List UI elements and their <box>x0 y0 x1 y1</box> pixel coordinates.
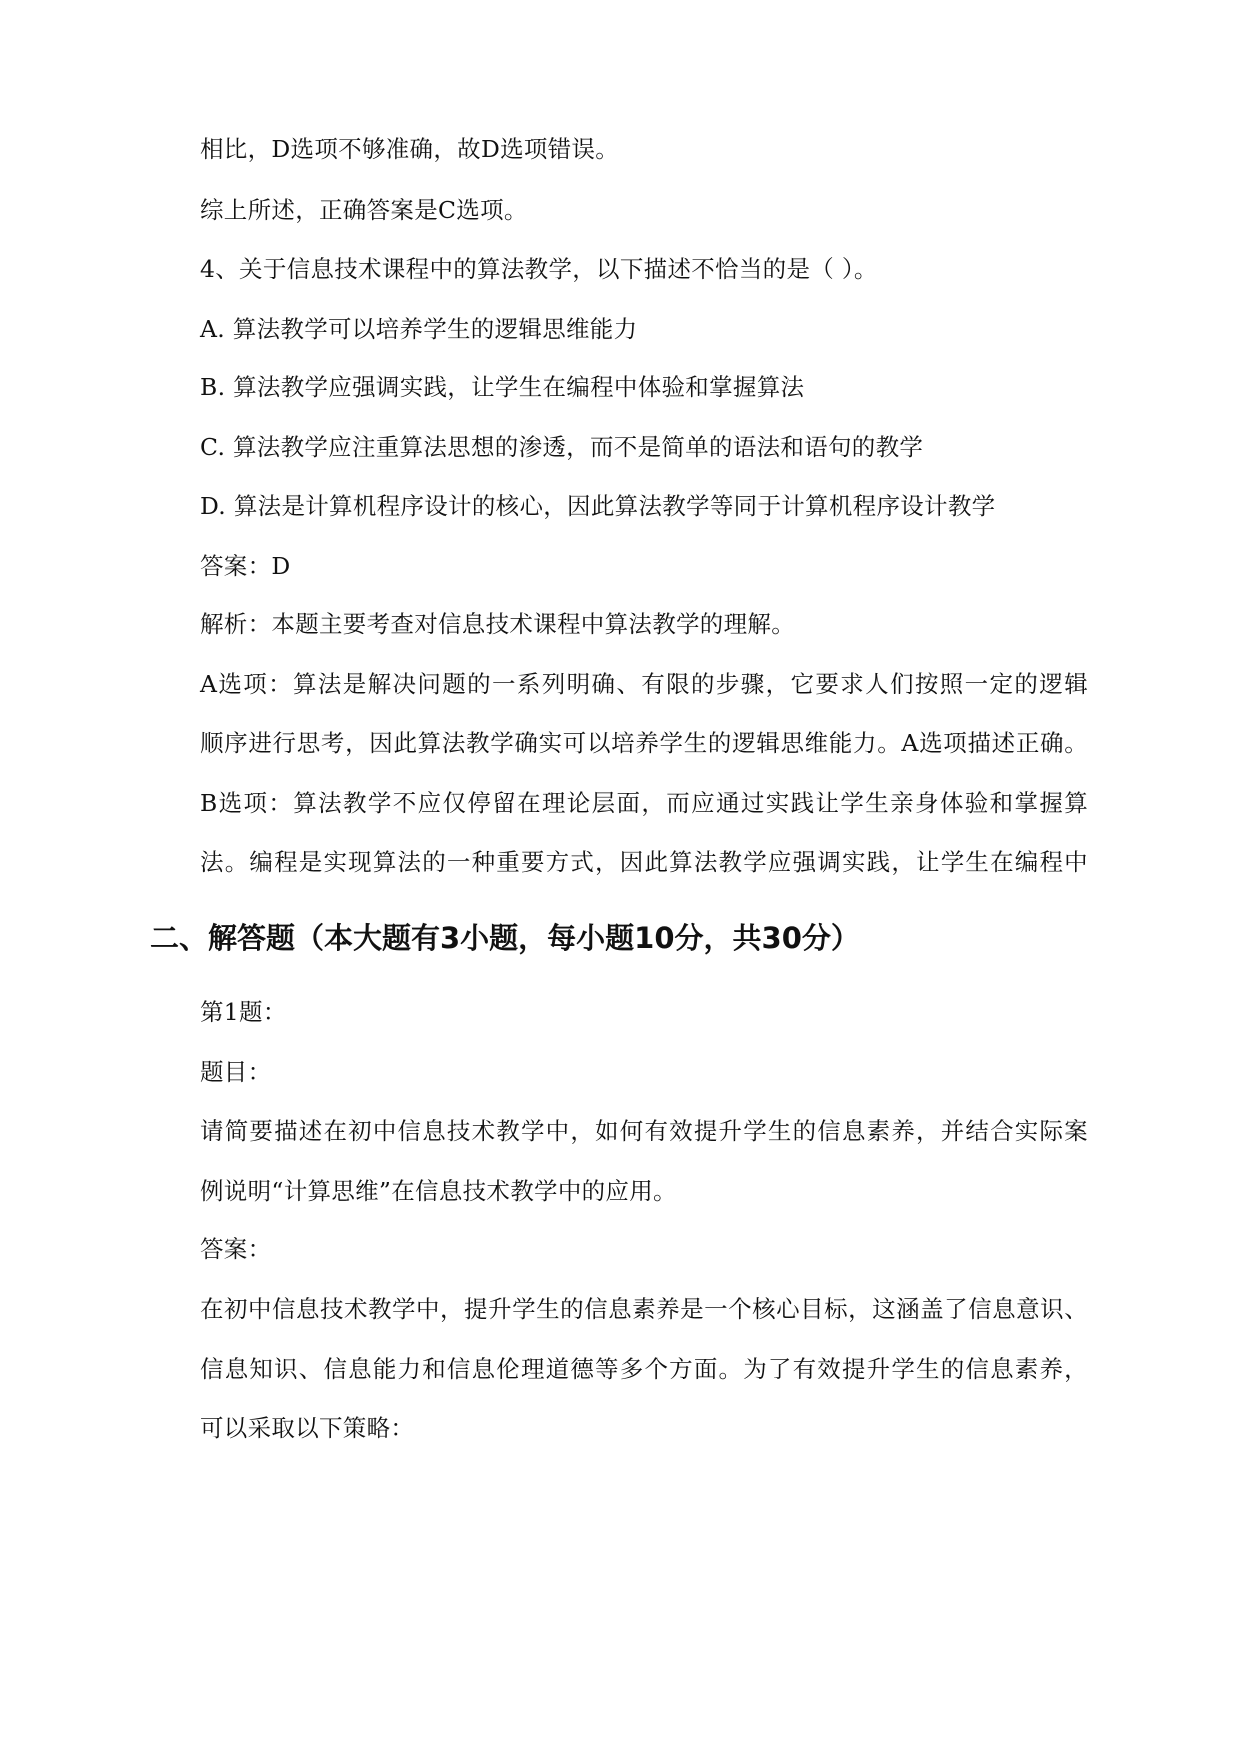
answer-label: 答案： <box>200 1235 272 1263</box>
question-4-stem: 4、关于信息技术课程中的算法教学，以下描述不恰当的是（ ）。 <box>200 255 878 283</box>
question-4-answer: 答案：D <box>200 552 291 580</box>
question-4-option-a: A. 算法教学可以培养学生的逻辑思维能力 <box>200 315 638 343</box>
analysis-line: B选项：算法教学不应仅停留在理论层面，而应通过实践让学生亲身体验和掌握算 <box>200 789 1088 817</box>
analysis-d-conclusion: 相比，D选项不够准确，故D选项错误。 <box>200 135 620 163</box>
answer-line: 可以采取以下策略： <box>200 1414 415 1442</box>
topic-label: 题目： <box>200 1058 272 1086</box>
topic-line: 请简要描述在初中信息技术教学中，如何有效提升学生的信息素养，并结合实际案 <box>200 1117 1088 1145</box>
question-4-analysis-intro: 解析：本题主要考查对信息技术课程中算法教学的理解。 <box>200 610 795 638</box>
topic-line: 例说明“计算思维”在信息技术教学中的应用。 <box>200 1177 677 1205</box>
section-2-heading: 二、解答题（本大题有3小题，每小题10分，共30分） <box>150 921 860 955</box>
answer-line: 信息知识、信息能力和信息伦理道德等多个方面。为了有效提升学生的信息素养， <box>200 1355 1088 1383</box>
question-4-option-d: D. 算法是计算机程序设计的核心，因此算法教学等同于计算机程序设计教学 <box>200 492 996 520</box>
question-1-label: 第1题： <box>200 998 287 1026</box>
analysis-line: A选项：算法是解决问题的一系列明确、有限的步骤，它要求人们按照一定的逻辑 <box>200 670 1088 698</box>
question-4-option-b: B. 算法教学应强调实践，让学生在编程中体验和掌握算法 <box>200 373 805 401</box>
analysis-line: 顺序进行思考，因此算法教学确实可以培养学生的逻辑思维能力。A选项描述正确。 <box>200 729 1088 757</box>
question-4-option-c: C. 算法教学应注重算法思想的渗透，而不是简单的语法和语句的教学 <box>200 433 924 461</box>
analysis-summary: 综上所述，正确答案是C选项。 <box>200 196 528 224</box>
analysis-line: 法。编程是实现算法的一种重要方式，因此算法教学应强调实践，让学生在编程中 <box>200 848 1088 876</box>
answer-line: 在初中信息技术教学中，提升学生的信息素养是一个核心目标，这涵盖了信息意识、 <box>200 1295 1088 1323</box>
